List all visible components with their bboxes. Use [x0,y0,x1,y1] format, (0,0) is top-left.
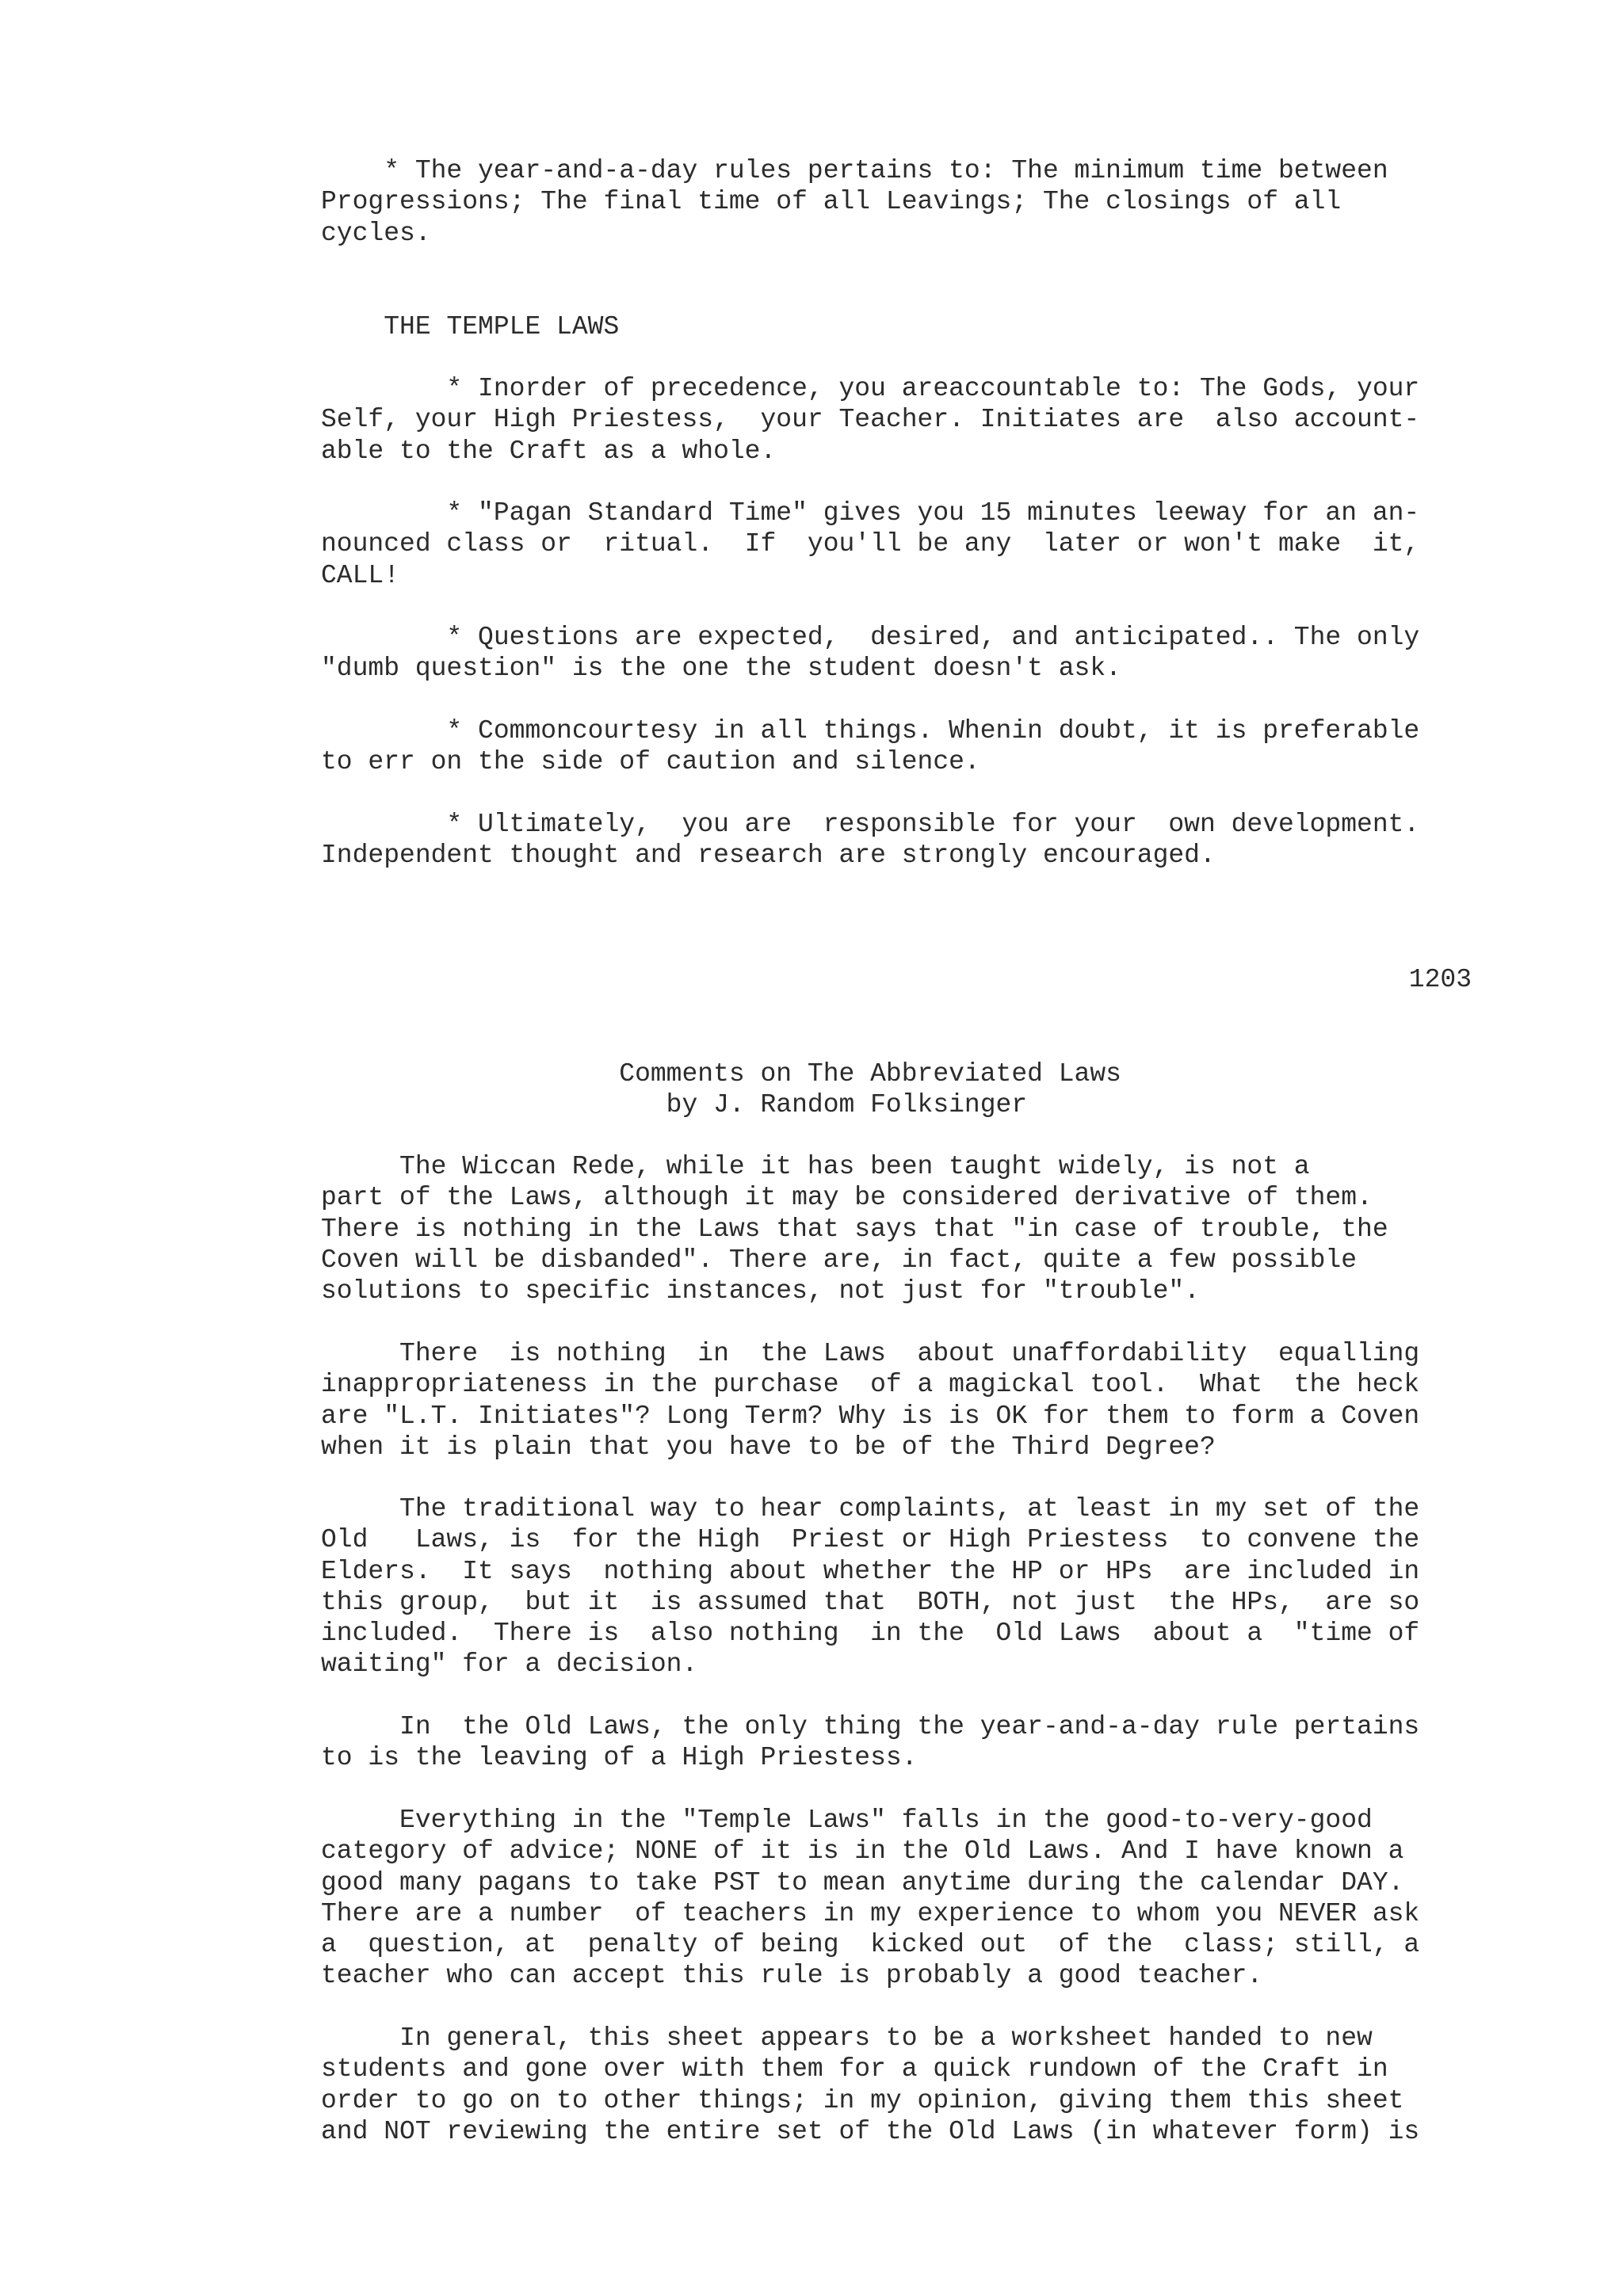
year-and-a-day-rule: * The year-and-a-day rules pertains to: The minimum time between Progressions; The final time of all Leavings; The closings of all cycles. [321,156,1388,248]
temple-laws-heading: THE TEMPLE LAWS [321,312,620,341]
comments-paragraph-complaints: The traditional way to hear complaints, at least in my set of the Old Laws, is for the High Priest or High Priestess to convene the Elders. It says nothing about whether the HP or HPs are included in this group, but it is assumed that BOTH, not just the HPs, are so included. There is also nothing in the Old Laws about a "time of waiting" for a decision. [321,1494,1420,1680]
temple-law-pagan-standard-time: * "Pagan Standard Time" gives you 15 minutes leeway for an an- nounced class or ritual. If you'll be any later or won't make it, CALL! [321,498,1420,590]
page-number: 1203 [1408,965,1472,994]
comments-title: Comments on The Abbreviated Laws [321,1059,1121,1089]
temple-law-questions: * Questions are expected, desired, and anticipated.. The only "dumb question" is the one the student doesn't ask. [321,623,1420,684]
comments-paragraph-year-and-a-day: In the Old Laws, the only thing the year-and-a-day rule pertains to is the leaving of a High Priestess. [321,1712,1420,1773]
comments-paragraph-tools: There is nothing in the Laws about unaffordability equalling inappropriateness in the purchase of a magickal tool. What the heck are "L.T. Initiates"? Long Term? Why is is OK for them to form a Coven when it is plain that you have to be of the Third Degree? [321,1339,1420,1462]
comments-paragraph-temple-laws: Everything in the "Temple Laws" falls in the good-to-very-good category of advice; NONE of it is in the Old Laws. And I have known a good many pagans to take PST to mean anytime during the calendar DAY. There are a number of teachers in my experience to whom you NEVER ask a question, at penalty of being kicked out of the class; still, a teacher who can accept this rule is probably a good teacher. [321,1806,1420,1991]
temple-law-courtesy: * Commoncourtesy in all things. Whenin doubt, it is preferable to err on the side of caution and silence. [321,716,1420,777]
comments-paragraph-rede: The Wiccan Rede, while it has been taught widely, is not a part of the Laws, although it may be considered derivative of them. There is nothing in the Laws that says that "in case of trouble, the Coven will be disbanded". There are, in fact, quite a few possible solutions to specific instances, not just for "trouble". [321,1152,1388,1306]
temple-law-precedence: * Inorder of precedence, you areaccountable to: The Gods, your Self, your High Priestess, your Teacher. Initiates are also account- able to the Craft as a whole. [321,374,1420,466]
comments-paragraph-worksheet: In general, this sheet appears to be a worksheet handed to new students and gone over with them for a quick rundown of the Craft in order to go on to other things; in my opinion, giving them this sheet and NOT reviewing the entire set of the Old Laws (in whatever form) is [321,2023,1420,2146]
comments-byline: by J. Random Folksinger [321,1090,1028,1119]
temple-law-responsibility: * Ultimately, you are responsible for your own development. Independent thought and research are strongly encouraged. [321,810,1420,871]
